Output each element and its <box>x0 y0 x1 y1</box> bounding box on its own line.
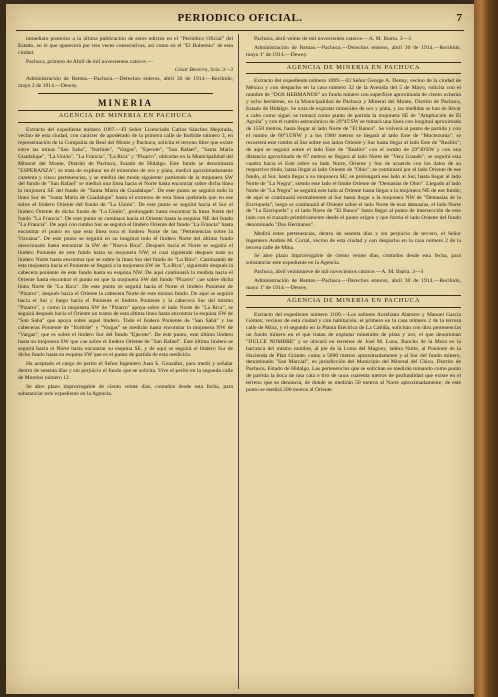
paragraph: Ha aceptado el cargo de perito el Señor Ingeniero Juan S. González, para medir y señalar dentro de sesenta días y sin perjuicio el fundo que se solicita. Vive el perito en la segunda calle de Morelos número 12. <box>18 361 233 381</box>
right-column <box>246 36 461 686</box>
page-number: 7 <box>456 12 462 24</box>
paragraph: Extracto del expediente número 1099.—El Señor George A. Denny, vecino de la ciudad de México y con despacho en la casa número 32 de la Avenida del 5 de Mayo, solicita con el nombre de "DOS HERMANOS" un fundo minero con superficie aproximada de ciento ochenta y ocho hectáreas, en la Municipalidad de Pachuca y Mineral del Monte, Distrito de Pachuca, Estado de Hidalgo. Se trata de explotar minerales de oro y plata, y las medidas se han de llevar a cabo como sigue: se tomará como punto de partida la mojonera SE de "Ampliación de El Aguila" y con el rumbo astronómico de 29°45'SW se tomará una línea con longitud aproximada de 1550 metros, hasta llegar al lado Norte de "El Banco". Se volverá al punto de partida y con el rumbo de 60°15'NW y a los 1980 metros se llegará al lado Este de "Moctezuma"; se recorrerá este rumbo al Sur sobre sus lados Oriente y Sur hasta llegar al lado Este de "Realito"; de aquí se seguirá sobre el lado Este de "Realito" con el rumbo de 29°30'SW y con una distancia aproximada de 87 metros se llegará al lado Norte de "Vera Grande"; se seguirá esta cuadra hacia el Este sobre su lado Norte, Oriente y Sur de acuerdo con los datos de su respectivo título, hasta llegar al lado Oriente de "Ohio"; se continuará por el lado Oriente de ese fundo, al Sur, hasta llegar a su mojonera SE; se prolongará ese lado al Sur, hasta llegar al lado Norte de "La Negra", siendo este lado el límite Oriente de "Demasías de Ohio". Llegado al lado Norte de "La Negra" se seguirá este lado al Oriente hasta llegar a la mojonera NE de ese fundo; de aquí se continuará normalmente al Sur hasta llegar a la mojonera NW de "Demasías de la Escriquela"; luego se continuará al Oriente sobre el lado Norte de esas demasías, el lado Norte de "La Escriquela" y el lado Norte de "El Banco" hasta llegar al punto de intersección de este lado con el trazado primitivamente desde el punto origen y que forma el lado Oriente del fundo denominado "Dos Hermanos". <box>246 78 461 229</box>
paragraph: Extracto del expediente número 1100.—Los señores Aureliano Alatorre y Manuel García Gómez, vecinos de esta ciudad y con habitación, el primero en la casa número 2 de la tercera calle de Mina, y el segundo en la Planta Eléctrica de La Cabiña, solicitan con diez pertenencias un fundo minero en el que tratan de explotar minerales de plata y oro, el que denominan "DULCE NOMBRE" y se ubicará en terrenos de José M. Luna, Rancho de la Mora en la barranca del mismo nombre, al pie de la Loma del Magney, ladera Norte, al Poniente de la Hacienda de Plan Grande, como a 5000 metros aproximadamente y al Sur del fundo minero, denominado "San Marcial", en jurisdicción del Municipio del Mineral del Chico, Distrito de Pachuca, Estado de Hidalgo. Las pertenencias que se solicitan se medirán tomando como punto de partida la boca de una cata o tiro de unos cuarenta metros de profundidad que existe en el terreno que se denuncia, de donde se medirán 50 metros al Norte aproximadamente; de este punto se medirá 500 metros al Oriente. <box>246 311 461 393</box>
paragraph: Pachuca, abril veinte de mil novecientos catorce.—A. M. Ibarra. 3—3 <box>254 36 411 42</box>
paragraph: Medirá estas pertenencias, dentro de sesenta días y sin perjuicio de tercero, el Señor Ingeniero Andrés M. Corral, vecino de esta ciudad y con despacho en la casa número 2 de la tercera calle de Mina. <box>246 230 461 251</box>
paragraph: Se abre plazo improrrogable de ciento veinte días, contados desde esta fecha, para substanciar este expediente en la Agencia. <box>18 383 233 397</box>
page-title: PERIODICO OFICIAL. <box>177 12 303 24</box>
newspaper-page <box>6 4 474 694</box>
page-header <box>16 10 464 31</box>
section-subheading: AGENCIA DE MINERIA EN PACHUCA <box>246 295 461 308</box>
left-column <box>18 36 233 686</box>
section-subheading: AGENCIA DE MINERIA EN PACHUCA <box>18 110 233 123</box>
paragraph: Extracto del expediente número 1097.—El Señor Licenciado Carlos Sánchez Mejorada, vecino de esta ciudad, con carácter de apoderado de la primera calle de Iturbide número 3, en representación de la Compañía de Real del Monte y Pachuca, solicita el terreno libre que existe entre las minas "San Saba", "Iturbide", "Vargas", "Ejecute", "San Rafael", "Santa María Guadalupe", "La Unión", "La Francia", "La Rica" y "Pizarro", ubicadas en la Municipalidad del Mineral del Monte, Distrito de Pachuca, Estado de Hidalgo. Este fundo se denominará "ESPERANZA", se trata de explotar en él minerales de oro y plata, medirá aproximadamente cuarenta y cinco pertenencias, y se medirá del modo siguiente: partiendo de la mojonera SW del fundo de "San Rafael" se medirá una línea hacia el Norte hasta encontrar sobre dicha línea la mojonera SE del fundo de "Santa María de Guadalupe". De este punto se seguirá todo la línea Sur de "Santa María de Guadalupe" hasta el extremo de esta línea quebrada que en ese sobre el lindero Oriente del fundo de "La Unión". De este punto se seguirá hacia el Sur el lindero Oriente de dicho fundo de "La Unión", prolongado hasta encontrar la línea Norte del fundo "La Francia". De este punto se caminará hacia el Oriente hasta la esquina NE del fundo "La Francia". De aquí con rumbo Sur se seguirá el lindero Oriente del fundo "La Francia" hasta encontrar el punto en que esta línea toca el lindero Norte de las "Pertenencias sobre la Vizcaína". De este punto se seguirá en su longitud todo el lindero Norte del último fundo mencionado hasta encontrar la SW de "Nueva Rica". Después hacia el Norte se seguirá el lindero Poniente de este fundo hasta su mojonera NW; el cual siguiendo después todo su lindero Norte hasta encontrar que se sobre la línea Sur del fundo de "La Rica". Caminando de esta mojonera hacia el Poniente se llegará a la mojonera SW de "La Rica", siguiendo después la cabecera poniente de este fundo hasta su esquina NW. De aquí continuará la medida hacia el Oriente hasta encontrar el punto en que la mojonera SW del fundo "Pizarro" cae sobre dicha línea Norte de "La Rica". De este punto se seguirá hacia el Norte el lindero Poniente de "Pizarro", después hacia el Oriente la cabecera Norte de este mismo fundo. De aquí se seguirá hacia el Sur y luego hacia el Poniente el lindero Poniente y la cabecera Sur del mismo "Pizarro", y como la mojonera SW de "Pizarro" apoya sobre el lado Norte de "La Rica", se seguirá después hacia el Oriente un tramo de esta última línea hasta encontrar la esquina SW de "San Saba" que apoya sobre aquel lindero. Todo el lindero Poniente de "San Sabá" y las cabeceras Poniente de "Iturbide" y "Vargas" se medirán hasta encontrar la mojonera NW de "Vargas", que es sobre el lindero Sur del fundo "Ejecute". De este punto, este último lindero hasta su mojonera SW que cae sobre el lindero Oriente de "San Rafael". Este último lindero se seguirá hacia el Norte hasta encontrar su esquina SE, y de aquí se seguirá el lindero Sur de dicho fundo hasta su esquina SW que es el punto de partida de esta medición. <box>18 126 233 359</box>
divider <box>38 93 213 94</box>
section-subheading: AGENCIA DE MINERIA EN PACHUCA <box>246 62 461 75</box>
book-spine <box>474 0 498 697</box>
paragraph: Pachuca, primero de Abril de mil novecientos catorce.— <box>26 58 153 65</box>
paragraph: Se abre plazo improrrogable de ciento veinte días, contados desde esta fecha, para substanciar este expediente en la Agencia. <box>246 253 461 267</box>
section-title: MINERIA <box>97 97 153 108</box>
paragraph: Administración de Rentas.—Pachuca.—Derechos enteros, abril 30 de 1914.—Recibido, mayo 2 de 1914.—Dewey. <box>18 76 233 90</box>
paragraph: Administración de Rentas.—Pachuca.—Derechos enteros, abril 30 de 1914.—Recibido, mayo 1º de 1914.—Dewey. <box>246 278 461 291</box>
paragraph: inmediato posterior a la última publicación de estos edictos en el "Periódico Oficial" del Estado, en el que aparecerá por tres veces consecutivas, así como en el "El Bohemio" de esta ciudad. <box>18 36 233 56</box>
column-divider <box>238 34 239 689</box>
signature: César Becerra, Srio. 3—3 <box>174 67 233 74</box>
paragraph: Pachuca, abril veintinueve de mil novecientos catorce.—A. M. Ibarra. 3—3 <box>254 269 424 276</box>
paragraph: Administración de Rentas.—Pachuca.—Derechos enteros, abril 30 de 1914.—Recibido, mayo 1º de 1914.—Dewey. <box>246 44 461 58</box>
